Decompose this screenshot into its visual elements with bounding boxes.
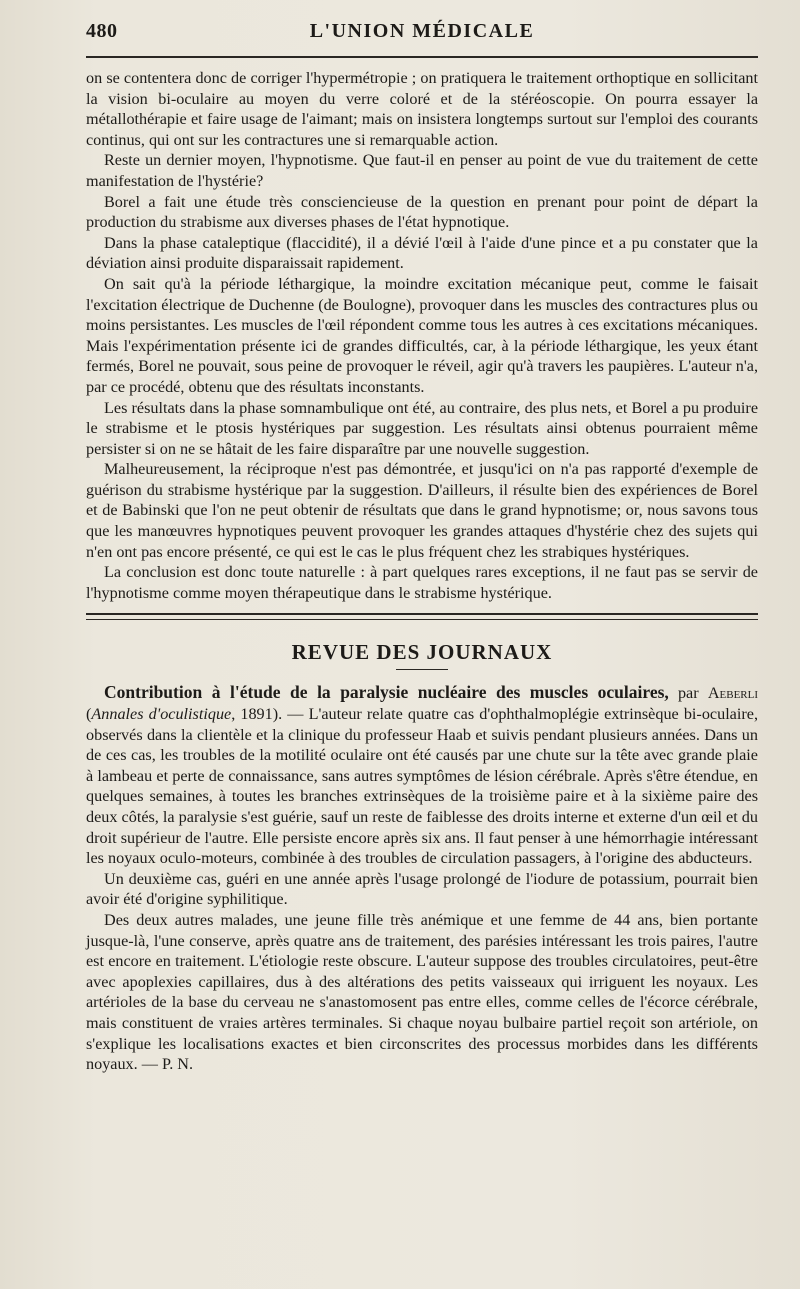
title-underline	[396, 669, 448, 670]
paragraph: On sait qu'à la période léthargique, la moindre excitation mécanique peut, comme le faisait l'excitation électrique de Duchenne (de Boulogne), provoquer dans les muscles des contractures plus ou moins persistantes. Les muscles de l'œil répondent comme tous les autres à ces excitations mécaniques. Mais l'expérimentation présente ici de grandes difficultés, car, à la période léthargique, les yeux étant fermés, Borel ne pouvait, sous peine de provoquer le réveil, agir qu'à travers les paupières. L'auteur n'a, par ce procédé, obtenu que des résultats inconstants.	[86, 274, 758, 396]
paragraph: Dans la phase cataleptique (flaccidité), il a dévié l'œil à l'aide d'une pince et a pu constater que la déviation ainsi produite disparaissait rapidement.	[86, 233, 758, 273]
article-lead-text: L'auteur relate quatre cas d'ophthalmoplégie extrinsèque bi-oculaire, observés dans la clientèle et la clinique du professeur Haab et suivis pendant plusieurs années. Dans un de ces cas, les troubles de la motilité oculaire ont été causés par une chute sur la tête avec grande plaie à lambeau et perte de connaissance, sans autres symptômes de lésion cérébrale. Après s'être étendue, en quelques semaines, à toutes les branches extrinsèques de la troisième paire et à la sixième paire des deux côtés, la paralysie s'est guérie, sauf un reste de faiblesse des droits interne et externe d'un œil et du droit supérieur de l'autre. Elle persiste encore après six ans. Il faut penser à une hémorrhagie intéressant les noyaux oculo-moteurs, combinée à des troubles de circulation passagers, à l'origine des abducteurs.	[86, 705, 758, 868]
section-divider	[86, 613, 758, 620]
paragraph: Les résultats dans la phase somnambulique ont été, au contraire, des plus nets, et Borel a pu produire le strabisme et le ptosis hystériques par suggestion. Les résultats ainsi obtenus pourraient même persister si on ne se hâtait de les faire disparaître par une nouvelle suggestion.	[86, 398, 758, 458]
article-title: Contribution à l'étude de la paralysie nucléaire des muscles oculaires,	[104, 682, 669, 703]
paragraph: Des deux autres malades, une jeune fille très anémique et une femme de 44 ans, bien portante jusque-là, l'une conserve, après quatre ans de traitement, des parésies intéressant les trois paires, l'autre est encore en traitement. L'étiologie reste obscure. L'auteur suppose des troubles circulatoires, peut-être avec apoplexies capillaires, dus à des altérations des petits vaisseaux qui irriguent les noyaux. Les artérioles de la base du cerveau ne s'anastomosent pas entre elles, comme celles de l'écorce cérébrale, mais constituent de vraies artères terminales. Si chaque noyau bulbaire partiel reçoit son artériole, on s'explique les localisations exactes et bien circonscrites des processus morbides dans les différents noyaux. — P. N.	[86, 910, 758, 1074]
header-rule	[86, 56, 758, 58]
continued-article	[86, 68, 758, 603]
open-paren: (	[86, 705, 92, 724]
paragraph: Malheureusement, la réciproque n'est pas démontrée, et jusqu'ici on n'a pas rapporté d'exemple de guérison du strabisme hystérique par la suggestion. D'ailleurs, il résulte bien des expériences de Borel et de Babinski que l'on ne peut obtenir de résultats que dans le grand hypnotisme; or, nous savons tous que les manœuvres hypnotiques peuvent provoquer les grandes attaques d'hystérie chez des sujets qui n'en ont pas encore présenté, ce qui est le cas le plus fréquent chez les strabiques hystériques.	[86, 460, 758, 561]
paragraph: Un deuxième cas, guéri en une année après l'usage prolongé de l'iodure de potassium, pourrait bien avoir été d'origine syphilitique.	[86, 869, 758, 909]
page-number: 480	[86, 20, 118, 42]
paragraph: on se contentera donc de corriger l'hypermétropie ; on pratiquera le traitement orthoptique en sollicitant la vision bi-oculaire au moyen du verre coloré et de la stéréoscopie. On pourra essayer la métallothérapie et faire usage de l'aimant; mais on insistera longtemps surtout sur l'emploi des courants continus, qui ont sur les contractures une si remarquable action.	[86, 69, 758, 149]
journal-title: L'UNION MÉDICALE	[309, 20, 535, 42]
review-article	[86, 682, 758, 1074]
paragraph: Borel a fait une étude très consciencieuse de la question en prenant pour point de départ la production du strabisme aux diverses phases de l'état hypnotique.	[86, 192, 758, 232]
paragraph: La conclusion est donc toute naturelle : à part quelques rares exceptions, il ne faut pas se servir de l'hypnotisme comme moyen thérapeutique dans le strabisme hystérique.	[86, 563, 758, 602]
article-source-year: , 1891). —	[231, 705, 309, 724]
running-head	[86, 20, 758, 54]
section-title: REVUE DES JOURNAUX	[291, 640, 553, 665]
by-word: par	[668, 684, 708, 703]
paragraph: Reste un dernier moyen, l'hypnotisme. Que faut-il en penser au point de vue du traitement de cette manifestation de l'hystérie?	[86, 151, 758, 190]
article-source: Annales d'oculistique	[91, 705, 232, 724]
article-lead-paragraph	[86, 682, 758, 868]
article-author: Aeberli	[707, 684, 759, 703]
